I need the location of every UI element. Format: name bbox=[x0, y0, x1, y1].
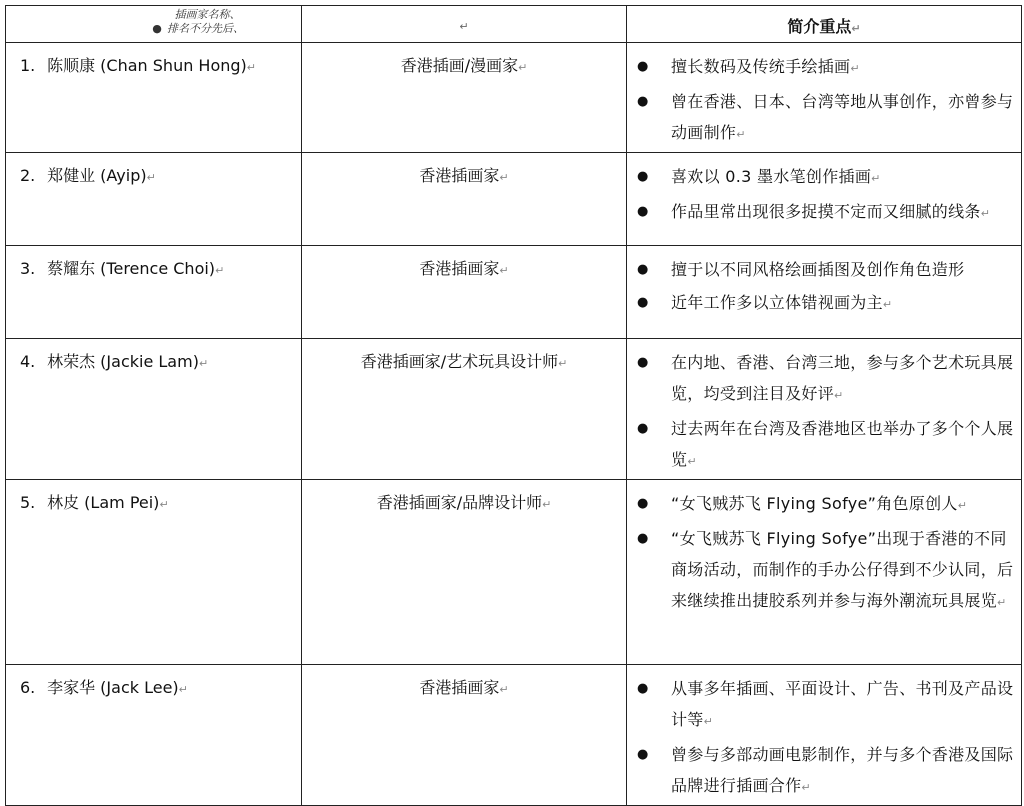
return-mark-icon: ↵ bbox=[687, 455, 697, 468]
table-row bbox=[6, 480, 1022, 665]
column-title-summary: 简介重点 bbox=[787, 17, 852, 36]
summary-point: 作品里常出现很多捉摸不定而又细腻的线条 bbox=[671, 202, 981, 221]
illustrator-name: 林荣杰 (Jackie Lam) bbox=[47, 352, 199, 371]
table-row bbox=[6, 339, 1022, 480]
table-row bbox=[6, 43, 1022, 153]
header-note-line1: 插画家名称、 bbox=[174, 8, 241, 21]
list-item bbox=[637, 523, 1015, 618]
return-mark-icon: ↵ bbox=[198, 357, 209, 370]
bullet-icon: ● bbox=[637, 169, 649, 184]
header-note bbox=[6, 6, 301, 36]
return-mark-icon: ↵ bbox=[980, 207, 991, 220]
illustrator-name: 陈顺康 (Chan Shun Hong) bbox=[47, 56, 247, 75]
summary-point: 擅于以不同风格绘画插图及创作角色造形 bbox=[671, 260, 965, 279]
return-mark-icon: ↵ bbox=[518, 61, 528, 74]
bullet-icon: ● bbox=[637, 496, 649, 511]
bullet-icon: ● bbox=[152, 22, 162, 35]
table-header-row bbox=[6, 6, 1022, 43]
bullet-icon: ● bbox=[637, 262, 649, 277]
return-mark-icon: ↵ bbox=[850, 62, 860, 75]
illustrator-role: 香港插画家/艺术玩具设计师 bbox=[360, 352, 559, 371]
summary-point: 近年工作多以立体错视画为主 bbox=[671, 293, 883, 312]
illustrator-role: 香港插画家 bbox=[419, 166, 500, 185]
list-item bbox=[637, 51, 1015, 84]
list-item bbox=[637, 161, 1015, 194]
summary-point: 从事多年插画、平面设计、广告、书刊及产品设计等 bbox=[671, 679, 1014, 729]
return-mark-icon: ↵ bbox=[146, 171, 156, 184]
illustrator-table bbox=[5, 5, 1022, 806]
list-item bbox=[637, 254, 1015, 285]
row-number: 1. bbox=[20, 56, 36, 75]
summary-point: 在内地、香港、台湾三地，参与多个艺术玩具展览，均受到注目及好评 bbox=[671, 353, 1014, 403]
illustrator-role: 香港插画家 bbox=[419, 259, 500, 278]
summary-point: “女飞贼苏飞 Flying Sofye”出现于香港的不同商场活动，而制作的手办公仔得到不少认同，后来继续推出捷胶系列并参与海外潮流玩具展览 bbox=[671, 529, 1014, 610]
return-mark-icon: ↵ bbox=[834, 389, 844, 402]
return-mark-icon: ↵ bbox=[882, 298, 893, 311]
header-middle-cell bbox=[302, 6, 627, 43]
return-mark-icon: ↵ bbox=[871, 172, 881, 185]
table-row bbox=[6, 665, 1022, 806]
return-mark-icon: ↵ bbox=[801, 781, 811, 794]
summary-point: 擅长数码及传统手绘插画 bbox=[671, 57, 851, 76]
return-mark-icon: ↵ bbox=[215, 264, 225, 277]
header-note-line2: 排名不分先后、 bbox=[167, 22, 244, 35]
list-item bbox=[637, 196, 1015, 229]
bullet-icon: ● bbox=[637, 681, 649, 696]
list-item bbox=[637, 488, 1015, 521]
illustrator-name: 蔡耀东 (Terence Choi) bbox=[47, 259, 216, 278]
illustrator-name: 李家华 (Jack Lee) bbox=[47, 678, 179, 697]
list-item bbox=[637, 673, 1015, 737]
return-mark-icon: ↵ bbox=[246, 61, 257, 74]
row-number: 4. bbox=[20, 352, 36, 371]
bullet-icon: ● bbox=[637, 204, 649, 219]
table-row bbox=[6, 153, 1022, 246]
bullet-icon: ● bbox=[637, 94, 649, 109]
return-mark-icon: ↵ bbox=[499, 171, 509, 184]
illustrator-name: 林皮 (Lam Pei) bbox=[47, 493, 160, 512]
row-number: 5. bbox=[20, 493, 36, 512]
header-summary-cell bbox=[627, 6, 1022, 43]
summary-point: “女飞贼苏飞 Flying Sofye”角色原创人 bbox=[671, 494, 958, 513]
return-mark-icon: ↵ bbox=[499, 264, 509, 277]
illustrator-role: 香港插画/漫画家 bbox=[400, 56, 519, 75]
table-row bbox=[6, 246, 1022, 339]
bullet-icon: ● bbox=[637, 421, 649, 436]
row-number: 3. bbox=[20, 259, 36, 278]
summary-point: 喜欢以 0.3 墨水笔创作插画 bbox=[671, 167, 872, 186]
bullet-icon: ● bbox=[637, 355, 649, 370]
return-mark-icon: ↵ bbox=[957, 499, 968, 512]
return-mark-icon: ↵ bbox=[851, 22, 861, 35]
list-item bbox=[637, 739, 1015, 803]
summary-point: 曾在香港、日本、台湾等地从事创作，亦曾参与动画制作 bbox=[671, 92, 1014, 142]
return-mark-icon: ↵ bbox=[459, 20, 469, 33]
return-mark-icon: ↵ bbox=[542, 498, 552, 511]
list-item bbox=[637, 413, 1015, 477]
summary-point: 曾参与多部动画电影制作，并与多个香港及国际品牌进行插画合作 bbox=[671, 745, 1014, 795]
list-item bbox=[637, 86, 1015, 150]
list-item bbox=[637, 347, 1015, 411]
illustrator-role: 香港插画家/品牌设计师 bbox=[376, 493, 543, 512]
summary-point: 过去两年在台湾及香港地区也举办了多个个人展览 bbox=[671, 419, 1014, 469]
header-note-cell bbox=[6, 6, 302, 43]
list-item bbox=[637, 287, 1015, 320]
bullet-icon: ● bbox=[637, 59, 649, 74]
return-mark-icon: ↵ bbox=[558, 357, 568, 370]
return-mark-icon: ↵ bbox=[499, 683, 509, 696]
row-number: 2. bbox=[20, 166, 36, 185]
bullet-icon: ● bbox=[637, 747, 649, 762]
bullet-icon: ● bbox=[637, 295, 649, 310]
return-mark-icon: ↵ bbox=[736, 128, 746, 141]
return-mark-icon: ↵ bbox=[159, 498, 169, 511]
bullet-icon: ● bbox=[637, 531, 649, 546]
row-number: 6. bbox=[20, 678, 36, 697]
illustrator-name: 郑健业 (Ayip) bbox=[47, 166, 147, 185]
return-mark-icon: ↵ bbox=[178, 683, 188, 696]
illustrator-role: 香港插画家 bbox=[419, 678, 500, 697]
return-mark-icon: ↵ bbox=[997, 596, 1007, 609]
return-mark-icon: ↵ bbox=[703, 715, 714, 728]
